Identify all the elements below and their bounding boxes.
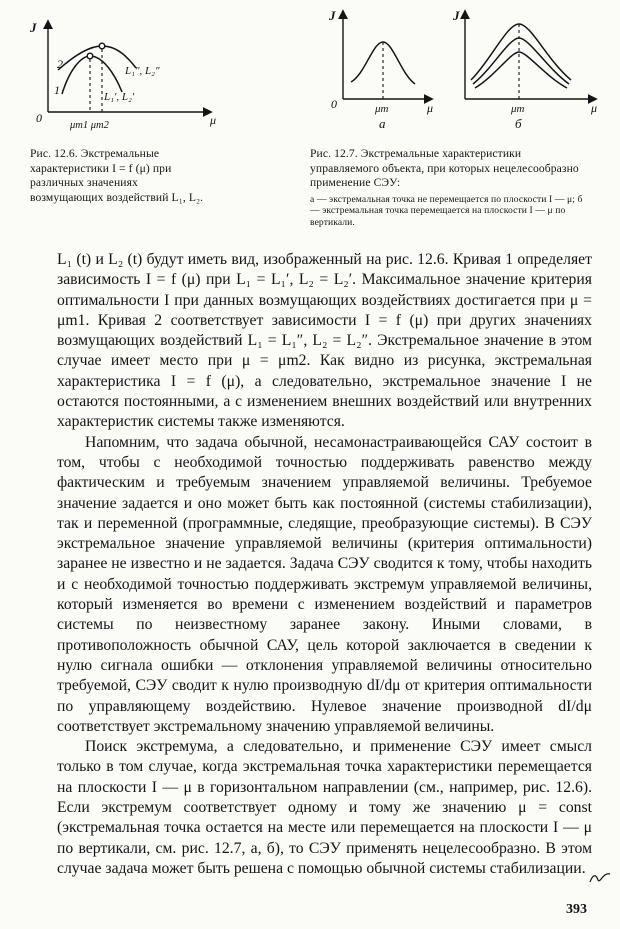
paragraph-3: Поиск экстремума, а следовательно, и применение СЭУ имеет смысл только в том случае, когда экстремальная точка характеристики перемещается на плоскости I — μ в горизонтальном направлении (см., например, рис. 12.6). Если экстремум соответствует одному и тому же значению μ = const (экстремальная точка остается на месте или перемещается на плоскости I — μ по вертикали, см. рис. 12.7, а, б), то СЭУ применять нецелесообразно. В этом случае задача может быть решена с помощью обычной системы стабилизации. xyxy=(57,738,592,877)
panel-b-y-label: J xyxy=(453,8,460,23)
body-text xyxy=(57,250,592,879)
paragraph-2: Напомним, что задача обычной, несамонастраивающейся САУ состоит в том, чтобы с необходимой точностью поддерживать равенство между фактическим и требуемым значением управляемой величины. Требуемое значение задается и оно может быть как постоянной (системы стабилизации), так и переменной (программные, следящие, преобразующие системы). В СЭУ экстремальное значение управляемой величины (критерия оптимальности) заранее не известно и не задается. Задача СЭУ сводится к тому, чтобы находить и с необходимой точностью поддерживать экстремум управляемой величины, который изменяется во времени с изменением воздействий и параметров системы по неизвестному заранее закону. Иными словами, в противоположность обычной САУ, цель которой заключается в сведении к нулю сигнала ошибки — отклонения управляемой величины относительно требуемой, СЭУ сводит к нулю производную dI/dμ от критерия оптимальности по управляющему воздействию. Нулевое значение производной dI/dμ соответствует экстремальному значению управляемой величины. xyxy=(57,433,592,735)
panel-b-tick: μm xyxy=(511,103,525,115)
curve-1 xyxy=(62,56,122,94)
pencil-mark-icon xyxy=(588,868,612,886)
panel-a-origin: 0 xyxy=(331,97,337,111)
figure-12-7-graph xyxy=(315,4,605,144)
x-axis-label: μ xyxy=(210,113,217,127)
paragraph-1: L₁ (t) и L₂ (t) будут иметь вид, изображенный на рис. 12.6. Кривая 1 определяет зависимость I = f (μ) при L₁ = L₁′, L₂ = L₂′. Максимальное значение критерия оптимальности I при данных возмущающих воздействиях достигается при μ = μm1. Кривая 2 соответствует зависимости I = f (μ) при других значениях возмущающих воздействий L₁ = L₁″, L₂ = L₂″. Экстремальное значение в этом случае имеет место при μ = μm2. Как видно из рисунка, экстремальная характеристика I = f (μ), а следовательно, экстремальное значение I не остаются постоянными, а с изменением внешних воздействий или внутренних характеристик системы также изменяются. xyxy=(57,251,592,431)
extremum-2 xyxy=(99,43,105,49)
y-axis-label: J xyxy=(30,20,37,35)
panel-b-x-label: μ xyxy=(591,101,598,115)
figure-12-7-caption xyxy=(310,147,592,229)
panel-b-curve-2 xyxy=(473,38,569,84)
extremum-1 xyxy=(87,53,93,59)
figure-12-6-graph xyxy=(10,4,250,144)
panel-a-sub: а xyxy=(379,116,386,131)
curve-2-params: L₁″, L₂″ xyxy=(125,65,160,77)
panel-a-tick: μm xyxy=(375,103,389,115)
panel-b-sub: б xyxy=(515,116,522,131)
curve-1-params: L₁′, L₂′ xyxy=(104,91,135,103)
page-number: 393 xyxy=(566,902,587,917)
figure-12-7-caption-title: Рис. 12.7. Экстремальные характеристики управляемого объекта, при которых нецелесообразно применение СЭУ: xyxy=(310,147,579,190)
mu-ticks: μm1 μm2 xyxy=(70,120,109,131)
figure-12-7 xyxy=(315,4,605,144)
figure-12-6 xyxy=(10,4,250,144)
figure-12-7-caption-detail: а — экстремальная точка не перемещается по плоскости I — μ; б — экстремальная точка перемещается на плоскости I — μ по вертикали. xyxy=(310,193,583,228)
origin-label: 0 xyxy=(36,111,42,125)
curve-1-label: 1 xyxy=(54,83,60,97)
panel-a-y-label: J xyxy=(329,8,336,23)
figure-12-6-caption: Рис. 12.6. Экстремальные характеристики I = f (μ) при различных значениях возмущающих воздействий L₁, L₂. xyxy=(30,147,204,204)
panel-a-x-label: μ xyxy=(427,101,434,115)
curve-2-label: 2 xyxy=(57,57,63,71)
